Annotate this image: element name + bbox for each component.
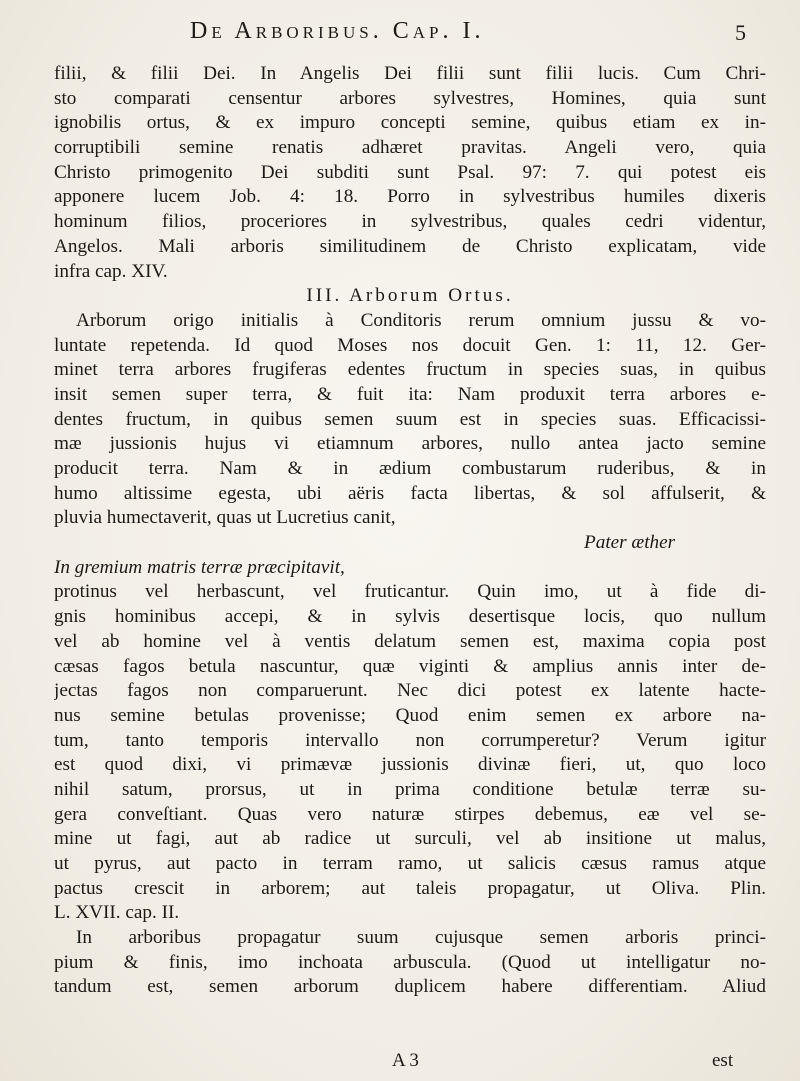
text-line: corruptibili semine renatis adhæret pravitas. Angeli vero, quia [54, 137, 766, 159]
text-line: humo altissime egesta, ubi aëris facta libertas, & sol affulserit, & [54, 482, 766, 504]
catchword: est [712, 1050, 734, 1071]
text-line: gera conveſtiant. Quas vero naturæ stirpes debemus, eæ vel se- [54, 803, 766, 825]
signature-mark: A 3 [392, 1050, 419, 1071]
text-line: apponere lucem Job. 4: 18. Porro in sylvestribus humiles dixeris [54, 186, 766, 208]
page-footer [0, 1050, 800, 1074]
text-line: protinus vel herbascunt, vel fruticantur. Quin imo, ut à fide di- [54, 581, 766, 603]
text-line: Christo primogenito Dei subditi sunt Psal. 97: 7. qui potest eis [54, 161, 766, 183]
text-line: pactus crescit in arborem; aut taleis propagatur, ut Oliva. Plin. [54, 877, 766, 899]
body-text [54, 62, 766, 1000]
text-line: cæsas fagos betula nascuntur, quæ viginti & amplius annis inter de- [54, 655, 766, 677]
text-line: gnis hominibus accepi, & in sylvis desertisque locis, quo nullum [54, 606, 766, 628]
quotation-line: Pater æther [584, 532, 676, 554]
text-line: tandum est, semen arborum duplicem habere differentiam. Aliud [54, 976, 766, 998]
text-line: pluvia humectaverit, quas ut Lucretius canit, [54, 507, 396, 529]
text-line: pium & finis, imo inchoata arbuscula. (Quod ut intelligatur no- [54, 951, 766, 973]
text-line: infra cap. XIV. [54, 260, 168, 282]
text-line: Angelos. Mali arboris similitudinem de Christo explicatam, vide [54, 235, 766, 257]
running-title: De Arboribus. Cap. I. [190, 18, 485, 44]
text-line: mine ut fagi, aut ab radice ut surculi, vel ab insitione ut malus, [54, 828, 766, 850]
text-line: luntate repetenda. Id quod Moses nos docuit Gen. 1: 11, 12. Ger- [54, 334, 766, 356]
text-line: Arborum origo initialis à Conditoris rerum omnium jussu & vo- [76, 309, 766, 331]
page-number: 5 [735, 20, 746, 45]
text-line: mæ jussionis hujus vi etiamnum arbores, nullo antea jacto semine [54, 433, 766, 455]
text-line: filii, & filii Dei. In Angelis Dei filii sunt filii lucis. Cum Chri- [54, 63, 766, 84]
section-heading: III. Arborum Ortus. [306, 285, 514, 307]
text-line: ut pyrus, aut pacto in terram ramo, ut salicis cæsus ramus atque [54, 853, 766, 874]
text-line: producit terra. Nam & in ædium combustarum ruderibus, & in [54, 458, 766, 479]
text-line: minet terra arbores frugiferas edentes fructum in species suas, in quibus [54, 359, 766, 381]
text-line: dentes fructum, in quibus semen suum est in species suas. Efficacissi- [54, 408, 766, 430]
running-header [0, 12, 800, 56]
text-line: L. XVII. cap. II. [54, 902, 180, 924]
text-line: vel ab homine vel à ventis delatum semen est, maxima copia post [54, 630, 766, 652]
text-line: nus semine betulas provenisse; Quod enim semen ex arbore na- [54, 704, 766, 726]
text-line: In arboribus propagatur suum cujusque semen arboris princi- [76, 927, 766, 949]
text-line: nihil satum, prorsus, ut in prima conditione betulæ terræ su- [54, 778, 766, 800]
text-line: jectas fagos non comparuerunt. Nec dici potest ex latente hacte- [54, 680, 766, 702]
quotation-line: In gremium matris terræ præcipitavit, [54, 556, 345, 578]
text-line: ignobilis ortus, & ex impuro concepti semine, quibus etiam ex in- [54, 112, 766, 134]
text-line: est quod dixi, vi primævæ jussionis divinæ fieri, ut, quo loco [54, 754, 766, 776]
text-line: hominum filios, proceriores in sylvestribus, quales cedri videntur, [54, 211, 766, 233]
text-line: sto comparati censentur arbores sylvestres, Homines, quia sunt [54, 87, 766, 109]
text-line: insit semen super terra, & fuit ita: Nam produxit terra arbores e- [54, 383, 766, 405]
text-line: tum, tanto temporis intervallo non corrumperetur? Verum igitur [54, 729, 766, 751]
